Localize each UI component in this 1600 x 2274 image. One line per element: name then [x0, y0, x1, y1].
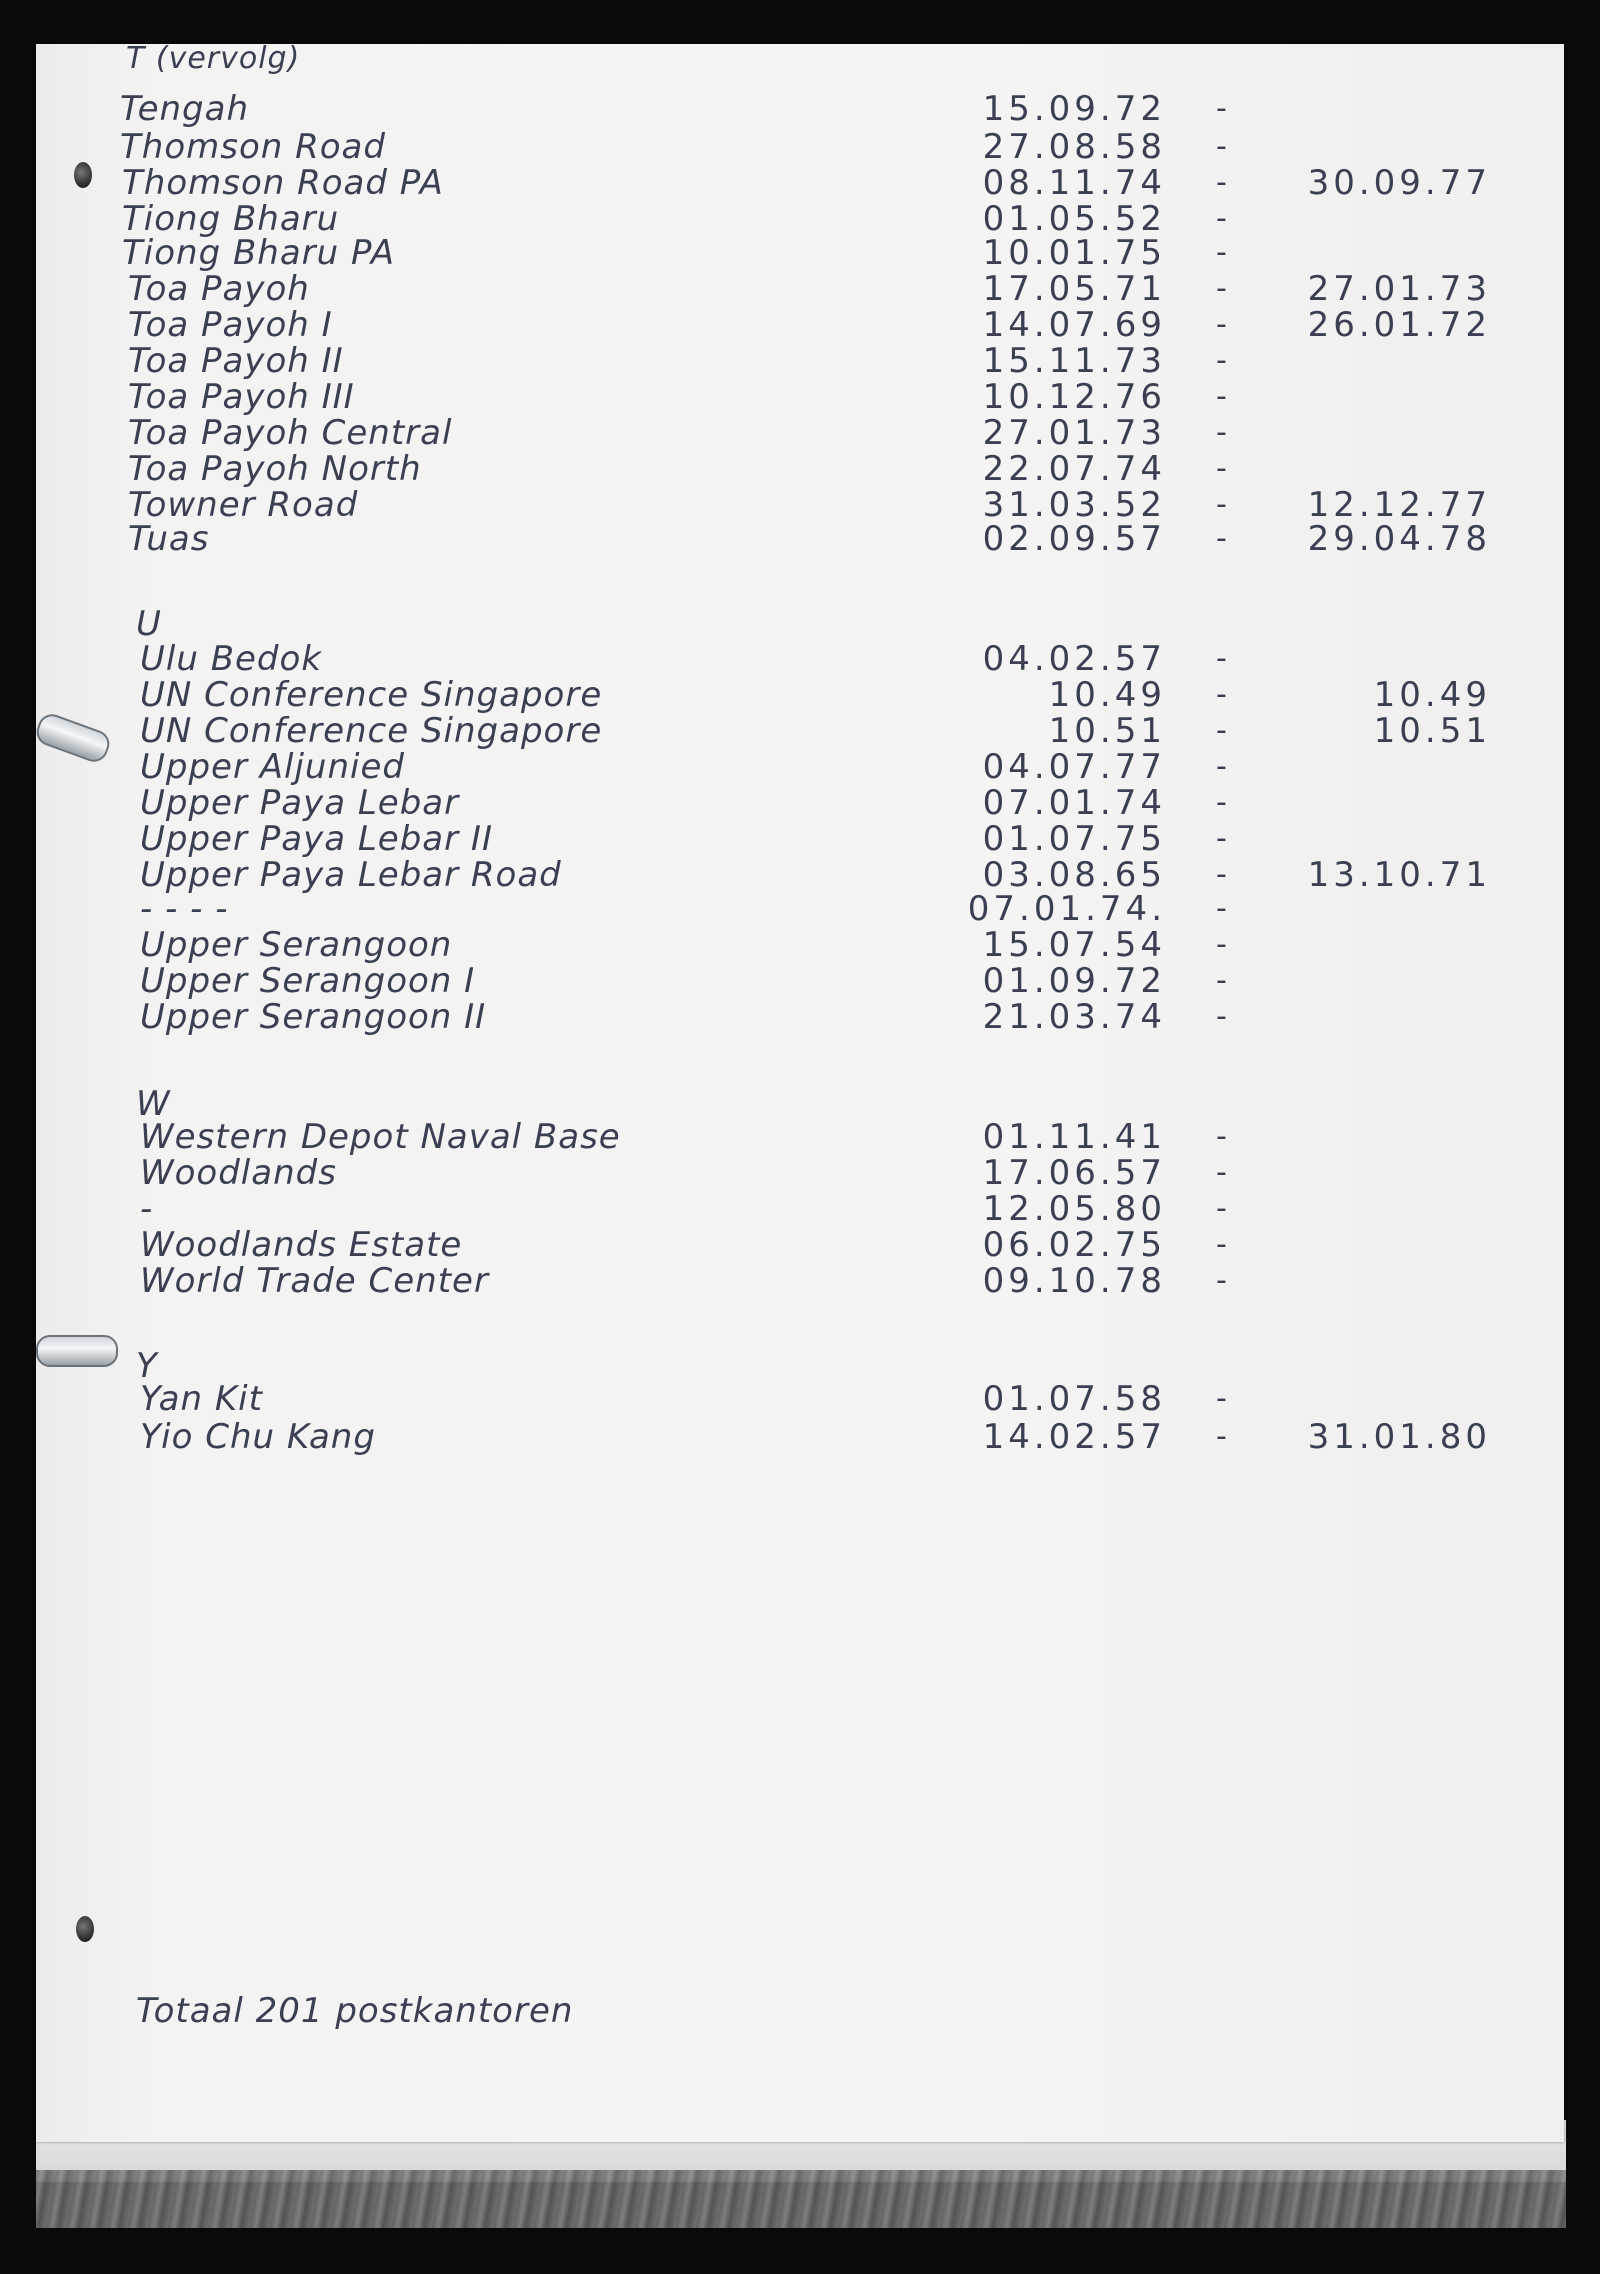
post-office-name: Tengah: [120, 89, 250, 129]
binder-ring: [36, 1335, 118, 1367]
post-office-name: Thomson Road PA: [122, 163, 444, 203]
opening-date: 17.06.57: [982, 1153, 1166, 1193]
date-separator: -: [1216, 271, 1227, 306]
closing-date: 30.09.77: [1307, 163, 1491, 203]
opening-date: 07.01.74.: [967, 889, 1166, 929]
post-office-name: Ulu Bedok: [140, 639, 323, 679]
date-separator: -: [1216, 201, 1227, 236]
opening-date: 01.07.75: [982, 819, 1166, 859]
opening-date: 03.08.65: [982, 855, 1166, 895]
opening-date: 31.03.52: [982, 485, 1166, 525]
date-separator: -: [1216, 451, 1227, 486]
date-separator: -: [1216, 1381, 1227, 1416]
continuation-header: T (vervolg): [126, 44, 301, 76]
date-separator: -: [1216, 129, 1227, 164]
section-letter: U: [136, 604, 161, 644]
opening-date: 10.01.75: [982, 233, 1166, 273]
post-office-name: Upper Paya Lebar: [140, 783, 460, 823]
date-separator: -: [1216, 1419, 1227, 1454]
section-letter: Y: [136, 1346, 157, 1386]
opening-date: 07.01.74: [982, 783, 1166, 823]
date-separator: -: [1216, 415, 1227, 450]
opening-date: 17.05.71: [982, 269, 1166, 309]
date-separator: -: [1216, 891, 1227, 926]
opening-date: 01.11.41: [982, 1117, 1166, 1157]
date-separator: -: [1216, 927, 1227, 962]
closing-date: 27.01.73: [1307, 269, 1491, 309]
post-office-name: Toa Payoh II: [128, 341, 344, 381]
post-office-name: Upper Paya Lebar II: [140, 819, 493, 859]
opening-date: 27.08.58: [982, 127, 1166, 167]
opening-date: 10.51: [1048, 711, 1166, 751]
post-office-name: Upper Aljunied: [140, 747, 405, 787]
opening-date: 14.07.69: [982, 305, 1166, 345]
binder-cover-edge: [36, 2170, 1566, 2228]
date-separator: -: [1216, 1191, 1227, 1226]
opening-date: 15.07.54: [982, 925, 1166, 965]
closing-date: 12.12.77: [1307, 485, 1491, 525]
post-office-name: UN Conference Singapore: [140, 711, 603, 751]
post-office-name: UN Conference Singapore: [140, 675, 603, 715]
post-office-name: Toa Payoh I: [128, 305, 333, 345]
date-separator: -: [1216, 857, 1227, 892]
date-separator: -: [1216, 379, 1227, 414]
post-office-name: -: [140, 1189, 154, 1229]
date-separator: -: [1216, 999, 1227, 1034]
date-separator: -: [1216, 749, 1227, 784]
post-office-name: - - - -: [140, 889, 229, 929]
post-office-name: Woodlands: [140, 1153, 337, 1193]
date-separator: -: [1216, 235, 1227, 270]
post-office-name: Yan Kit: [140, 1379, 263, 1419]
closing-date: 26.01.72: [1307, 305, 1491, 345]
post-office-name: Woodlands Estate: [140, 1225, 463, 1265]
post-office-name: Thomson Road: [120, 127, 386, 167]
post-office-name: Upper Serangoon: [140, 925, 453, 965]
post-office-name: Western Depot Naval Base: [140, 1117, 621, 1157]
total-line: Totaal 201 postkantoren: [136, 1991, 574, 2031]
date-separator: -: [1216, 1119, 1227, 1154]
opening-date: 15.09.72: [982, 89, 1166, 129]
post-office-name: Tiong Bharu PA: [122, 233, 396, 273]
opening-date: 02.09.57: [982, 519, 1166, 559]
date-separator: -: [1216, 1227, 1227, 1262]
date-separator: -: [1216, 487, 1227, 522]
date-separator: -: [1216, 677, 1227, 712]
opening-date: 06.02.75: [982, 1225, 1166, 1265]
post-office-name: Toa Payoh Central: [128, 413, 453, 453]
date-separator: -: [1216, 963, 1227, 998]
opening-date: 10.49: [1048, 675, 1166, 715]
opening-date: 15.11.73: [982, 341, 1166, 381]
closing-date: 13.10.71: [1307, 855, 1491, 895]
post-office-name: Towner Road: [128, 485, 359, 525]
opening-date: 21.03.74: [982, 997, 1166, 1037]
date-separator: -: [1216, 785, 1227, 820]
closing-date: 10.51: [1373, 711, 1491, 751]
date-separator: -: [1216, 91, 1227, 126]
opening-date: 22.07.74: [982, 449, 1166, 489]
post-office-name: Upper Serangoon I: [140, 961, 476, 1001]
date-separator: -: [1216, 821, 1227, 856]
date-separator: -: [1216, 1263, 1227, 1298]
section-letter: W: [136, 1084, 170, 1124]
post-office-name: Yio Chu Kang: [140, 1417, 376, 1457]
opening-date: 09.10.78: [982, 1261, 1166, 1301]
post-office-name: Toa Payoh North: [128, 449, 422, 489]
post-office-name: World Trade Center: [140, 1261, 489, 1301]
opening-date: 01.09.72: [982, 961, 1166, 1001]
closing-date: 31.01.80: [1307, 1417, 1491, 1457]
punch-hole: [74, 162, 92, 188]
date-separator: -: [1216, 165, 1227, 200]
date-separator: -: [1216, 343, 1227, 378]
post-office-name: Tuas: [128, 519, 210, 559]
closing-date: 29.04.78: [1307, 519, 1491, 559]
punch-hole: [76, 1916, 94, 1942]
opening-date: 04.02.57: [982, 639, 1166, 679]
opening-date: 10.12.76: [982, 377, 1166, 417]
post-office-name: Toa Payoh: [128, 269, 310, 309]
opening-date: 01.05.52: [982, 199, 1166, 239]
opening-date: 14.02.57: [982, 1417, 1166, 1457]
opening-date: 01.07.58: [982, 1379, 1166, 1419]
closing-date: 10.49: [1373, 675, 1491, 715]
post-office-name: Toa Payoh III: [128, 377, 355, 417]
post-office-name: Tiong Bharu: [122, 199, 340, 239]
opening-date: 08.11.74: [982, 163, 1166, 203]
date-separator: -: [1216, 521, 1227, 556]
opening-date: 04.07.77: [982, 747, 1166, 787]
opening-date: 27.01.73: [982, 413, 1166, 453]
opening-date: 12.05.80: [982, 1189, 1166, 1229]
date-separator: -: [1216, 307, 1227, 342]
handwritten-page: [36, 44, 1564, 2142]
date-separator: -: [1216, 641, 1227, 676]
date-separator: -: [1216, 1155, 1227, 1190]
post-office-name: Upper Paya Lebar Road: [140, 855, 562, 895]
date-separator: -: [1216, 713, 1227, 748]
post-office-name: Upper Serangoon II: [140, 997, 487, 1037]
